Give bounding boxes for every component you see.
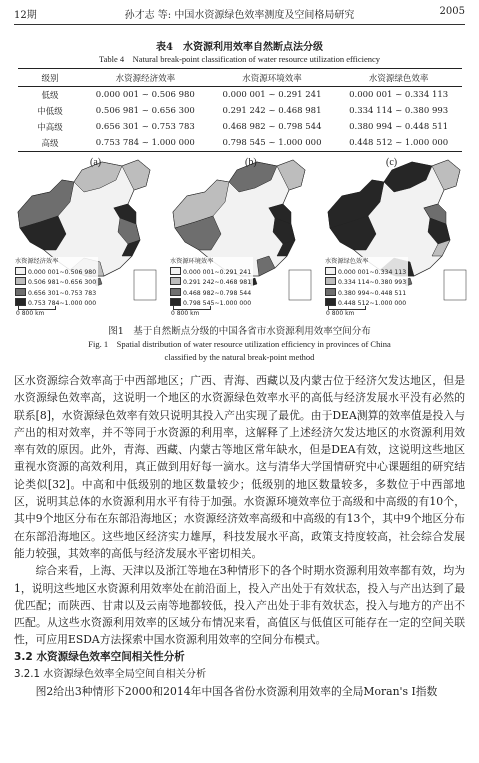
table-cell: 0.380 994 ~ 0.448 511 [349,122,449,132]
legend-item [15,288,96,299]
table-cell: 0.753 784 ~ 1.000 000 [82,135,209,152]
table-cell: 0.000 001 ~ 0.334 113 [349,90,449,100]
panel-label: (a) [90,157,102,168]
article-body [14,372,465,701]
map-legend [168,257,253,310]
table-cell: 0.798 545 ~ 1.000 000 [209,135,336,152]
table-header-cell: 水资源环境效率 [209,69,336,87]
table-cell: 中低级 [37,107,63,117]
legend-item [170,288,251,299]
scale-bar [16,310,44,317]
scale-bar [171,310,199,317]
table-header-cell: 水资源经济效率 [82,69,209,87]
legend-swatch [325,267,336,275]
table-header-cell: 级别 [18,69,82,87]
panel-label: (b) [245,157,257,168]
legend-label: 0.000 001~0.334 113 [338,268,407,276]
legend-swatch [170,267,181,275]
legend-swatch [15,267,26,275]
legend-label: 0.506 981~0.656 300 [28,279,97,287]
table-caption-cn: 表4 水资源利用效率自然断点法分级 [156,42,323,53]
legend-label: 0.000 001~0.506 980 [28,268,97,276]
scale-bar-label: 0 800 km [326,310,355,317]
map-legend [13,257,98,310]
scale-bar-label: 0 800 km [171,310,200,317]
table-row [18,119,462,135]
table-cell: 0.000 001 ~ 0.506 980 [95,90,195,100]
table-cell: 0.291 242 ~ 0.468 981 [222,106,322,116]
body-paragraph: 综合来看，上海、天津以及浙江等地在3种情形下的各个时期水资源利用效率都有效，均为1，说明这些地区水资源利用效率处在前沿面上，投入产出处于有效状态，投入与产出达到了最优匹配；而陕西、甘肃以及云南等地都较低，投入产出处于非有效状态，投入与地方的产出不匹配。从这些水资源利用效率的区域分布情况来看，高值区与低值区可能存在一定的空间关联性，可应用ESDA方法探索中国水资源利用效率的空间分布模式。 [14,564,465,647]
legend-swatch [325,277,336,285]
figure-caption-cn: 图1 基于自然断点分级的中国各省市水资源利用效率空间分布 [108,326,371,337]
legend-swatch [325,288,336,296]
table-cell: 0.656 301 ~ 0.753 783 [95,122,195,132]
table-cell: 0.000 001 ~ 0.291 241 [222,90,322,100]
table-row [18,135,462,152]
table-cell: 低级 [41,91,59,101]
legend-label: 0.753 784~1.000 000 [28,300,97,308]
legend-title: 水资源绿色效率 [325,258,369,265]
legend-swatch [170,277,181,285]
legend-swatch [170,288,181,296]
legend-label: 0.448 512~1.000 000 [338,300,407,308]
legend-label: 0.798 545~1.000 000 [183,300,252,308]
legend-item [15,277,96,288]
table-header-cell: 水资源绿色效率 [335,69,462,87]
issue-number: 12期 [14,10,37,21]
figure-maps [0,152,479,320]
legend-item [15,267,96,278]
table-row [18,87,462,104]
map-panel-a [10,152,160,320]
header-rule [14,24,465,25]
scale-bar-line [328,306,366,310]
article-title-header: 孙才志 等: 中国水资源绿色效率测度及空间格局研究 [124,10,355,21]
scale-bar-label: 0 800 km [16,310,45,317]
legend-item [170,277,251,288]
legend-label: 0.291 242~0.468 981 [183,279,252,287]
panel-label: (c) [386,157,398,168]
running-header [14,6,465,22]
table-cell: 0.334 114 ~ 0.380 993 [349,106,449,116]
table-cell: 高级 [18,135,82,152]
section-heading: 3.2 水资源绿色效率空间相关性分析 [14,650,185,663]
page-number: 2005 [439,6,465,17]
figure-caption-en-line: Fig. 1 Spatial distribution of water resource utilization efficiency in provinces of China [88,339,391,349]
legend-label: 0.334 114~0.380 993 [338,279,407,287]
body-paragraph: 图2给出3种情形下2000和2014年中国各省份水资源利用效率的全局Moran's I指数 [35,685,438,699]
map-panel-b [165,152,315,320]
map-panel-c [320,152,470,320]
body-paragraph: 区水资源综合效率高于中西部地区；广西、青海、西藏以及内蒙古位于经济欠发达地区，但是水资源绿色效率高，这说明一个地区的水资源绿色效率水平的高低与经济发展水平没有必然的联系[8]，水资源绿色效率有效只说明其投入产出实现了最优。由于DEA测算的效率值是投入与产出的相对效率，并不等同于水资源的利用率，这解释了上述经济欠发达地区的水资源利用效率有效的原因。此外，青海、西藏、内蒙古等地区常年缺水，但是DEA有效，这说明这些地区重视水资源的高效利用，真正做到用好每一滴水。这与清华大学国情研究中心课题组的研究结论类似[32]。中高和中低级别的地区数量较少；低级别的地区数量较多，多数位于中西部地区，说明其总体的水资源利用水平有待于加强。水资源环境效率位于高级和中高级的有10个，其中9个地区分布在东部沿海地区；水资源经济效率高级和中高级的有13个，其中9个地区分布在东部沿海地区。这些地区经济实力雄厚，科技发展水平高，政策支持度较高，社会综合发展能力较强，其效率的高低与经济发展水平密切相关。 [14,374,465,560]
legend-swatch [15,288,26,296]
scale-bar-line [173,306,211,310]
table-header-row [18,69,462,87]
table-cell: 中高级 [37,123,63,133]
table-cell: 0.506 981 ~ 0.656 300 [95,106,195,116]
breakpoint-table [18,68,462,152]
legend-item [325,277,406,288]
scale-bar [326,310,354,317]
legend-label: 0.000 001~0.291 241 [183,268,252,276]
legend-label: 0.380 994~0.448 511 [338,289,407,297]
figure-caption-en [0,338,479,364]
table-cell: 0.468 982 ~ 0.798 544 [222,122,322,132]
table-caption-en: Table 4 Natural break-point classification of water resource utilization efficiency [98,54,381,64]
scale-bar-line [18,306,56,310]
table-cell: 0.448 512 ~ 1.000 000 [335,135,462,152]
legend-swatch [15,277,26,285]
legend-item [170,267,251,278]
legend-label: 0.656 301~0.753 783 [28,289,97,297]
legend-title: 水资源环境效率 [170,258,214,265]
subsection-heading: 3.2.1 水资源绿色效率全局空间自相关分析 [14,669,207,681]
legend-item [325,267,406,278]
table-row [18,103,462,119]
legend-title: 水资源经济效率 [15,258,59,265]
legend-label: 0.468 982~0.798 544 [183,289,252,297]
legend-item [325,288,406,299]
figure-caption-en-line: classified by the natural break-point method [164,352,315,362]
map-legend [323,257,408,310]
